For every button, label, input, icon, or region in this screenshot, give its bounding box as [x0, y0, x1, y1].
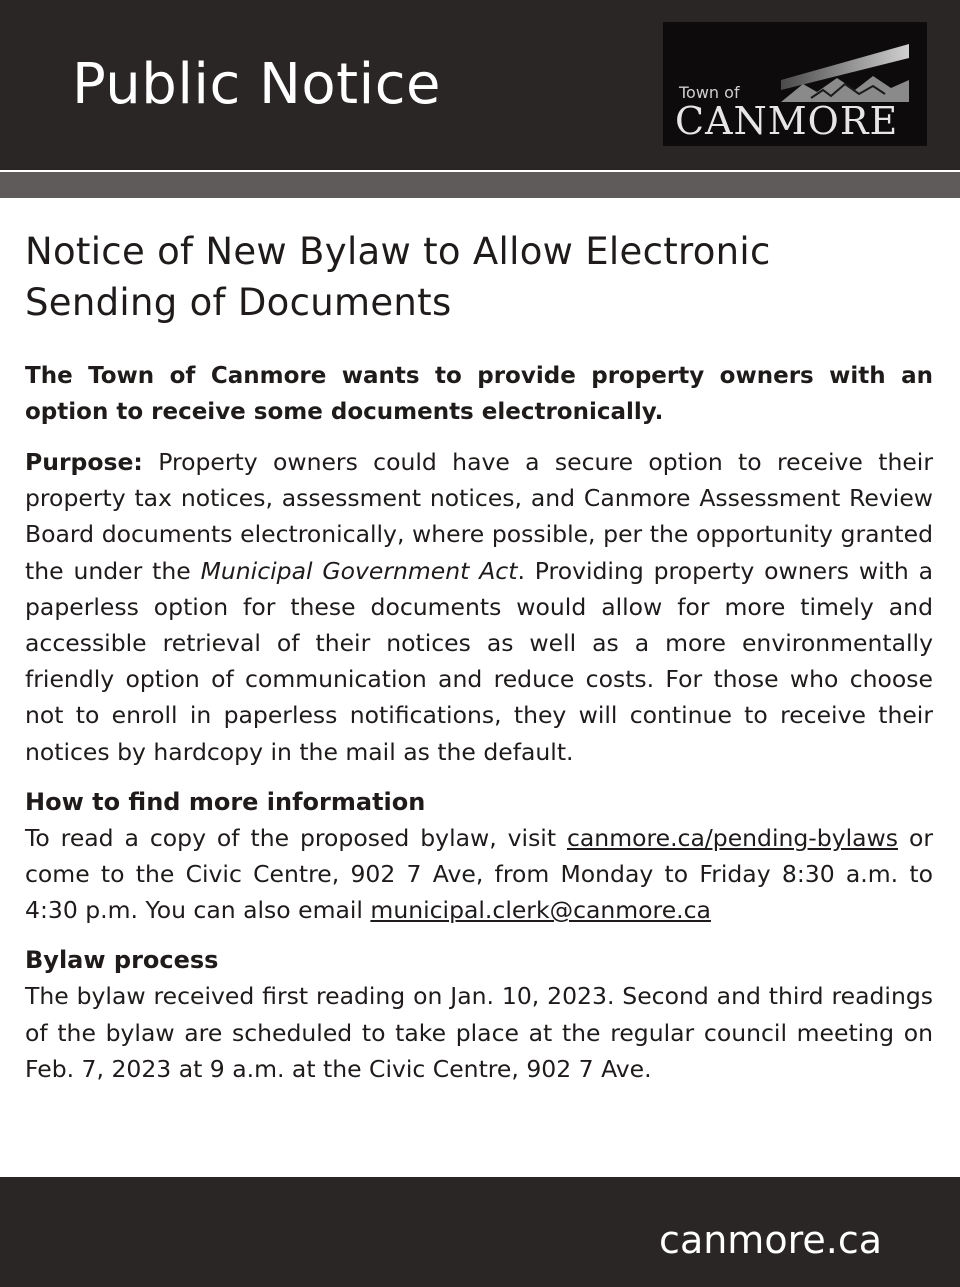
more-info-text-1: To read a copy of the proposed bylaw, visit [25, 823, 567, 852]
notice-body [25, 226, 933, 1087]
header-divider [0, 172, 960, 198]
more-info-paragraph [25, 820, 933, 929]
footer-bar [0, 1177, 960, 1287]
more-info-text-2: or come to the Civic Centre, 902 7 Ave, from Monday to Friday 8:30 a.m. to 4:30 p.m. You can also email [25, 823, 933, 925]
purpose-act-name: Municipal Government Act [200, 556, 518, 585]
purpose-text-2: . Providing property owners with a paperless option for these documents would allow for more timely and accessible retrieval of their notices as well as a more environmentally friendly option of communication and reduce costs. For those who choose not to enroll in paperless notifications, they will continue to receive their notices by hardcopy in the mail as the default. [25, 556, 933, 766]
mountains-logo-icon [781, 40, 911, 102]
logo-town-of: Town of [679, 83, 740, 102]
footer-website[interactable]: canmore.ca [659, 1218, 882, 1262]
pending-bylaws-link[interactable]: canmore.ca/pending-bylaws [566, 823, 899, 852]
notice-intro: The Town of Canmore wants to provide property owners with an option to receive some documents electronically. [25, 363, 933, 425]
more-info-heading: How to find more information [25, 787, 426, 816]
canmore-logo [663, 22, 927, 146]
header-bar [0, 0, 960, 170]
clerk-email-link[interactable]: municipal.clerk@canmore.ca [370, 896, 711, 925]
bylaw-process-heading: Bylaw process [25, 946, 219, 975]
bylaw-process-paragraph: The bylaw received first reading on Jan. 10, 2023. Second and third readings of the bylaw are scheduled to take place at the regular council meeting on Feb. 7, 2023 at 9 a.m. at the Civic Centre, 902 7 Ave. [25, 982, 933, 1083]
logo-canmore: CANMORE [675, 99, 899, 143]
purpose-paragraph [25, 444, 933, 770]
purpose-text-1: Property owners could have a secure option to receive their property tax notices, assessment notices, and Canmore Assessment Review Board documents electronically, where possible, per the opportunity granted the under the [25, 448, 933, 585]
purpose-label: Purpose: [25, 448, 143, 476]
page-title: Public Notice [72, 52, 441, 117]
notice-headline: Notice of New Bylaw to Allow Electronic Sending of Documents [25, 230, 771, 324]
